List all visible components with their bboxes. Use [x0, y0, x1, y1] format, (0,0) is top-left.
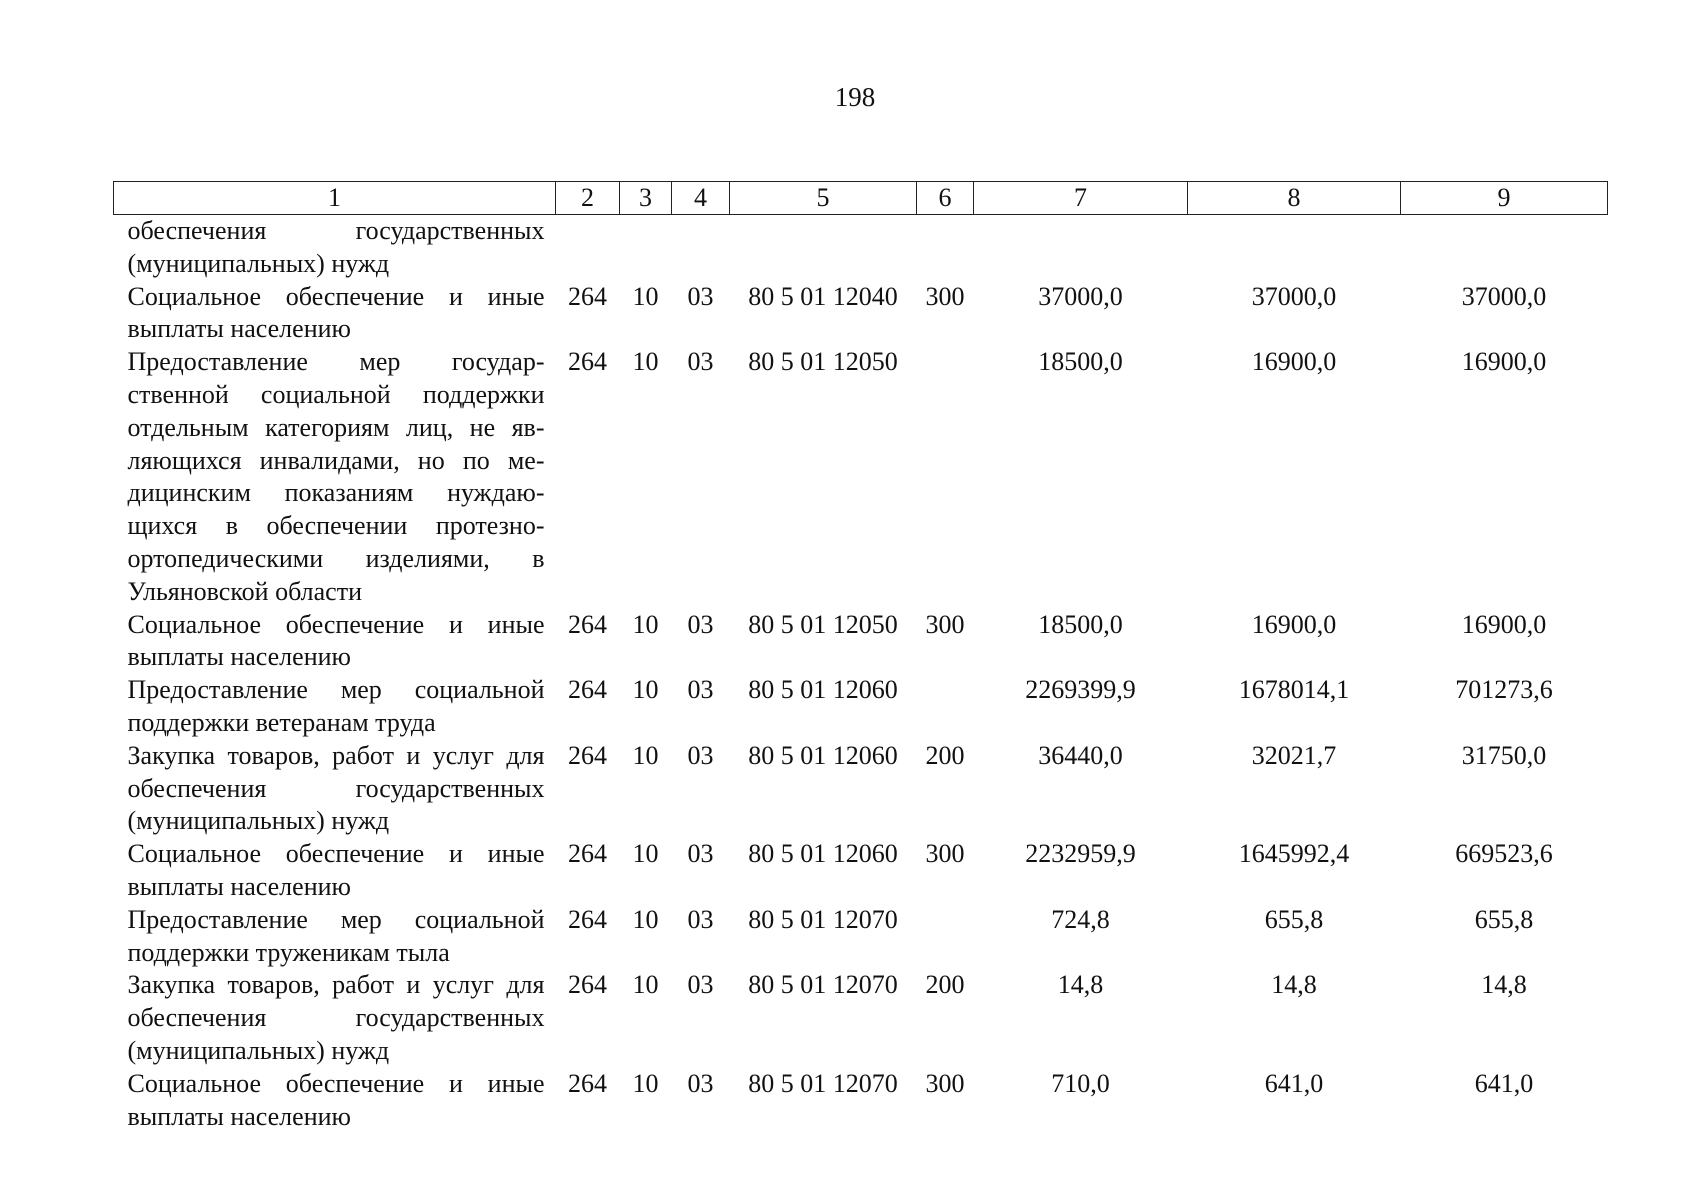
- row-name: Закупка товаров, работ и услуг для обеспечения государственных (муниципальных) нужд: [127, 740, 545, 836]
- row-col-7: 2269399,9: [1025, 675, 1136, 705]
- row-col-9: 16900,0: [1461, 347, 1547, 377]
- row-col-3: 10: [632, 609, 659, 639]
- table-row: [114, 674, 1608, 740]
- row-col-6: [917, 346, 974, 608]
- row-name: Предоставление мер социальной поддержки ветеранам труда: [127, 675, 545, 737]
- row-col-8: 16900,0: [1251, 609, 1337, 639]
- row-col-8: 16900,0: [1251, 347, 1337, 377]
- row-name: Социальное обеспечение и иные выплаты населению: [127, 281, 545, 344]
- table-row: [114, 281, 1608, 347]
- row-col-5: 80 5 01 12050: [748, 609, 898, 639]
- row-col-3: 10: [632, 675, 659, 705]
- row-col-2: 264: [568, 281, 607, 311]
- header-col-8: 8: [1188, 182, 1401, 215]
- table-row: [114, 838, 1608, 904]
- table-row: [114, 740, 1608, 838]
- row-col-4: 03: [687, 839, 714, 869]
- row-col-4: [672, 215, 730, 281]
- row-col-9: 16900,0: [1461, 609, 1547, 639]
- row-col-7: 710,0: [1051, 1068, 1110, 1098]
- row-name: Предоставление мер государственной социальной поддержки отдельным категориям лиц, не являющихся инвалидами, но по медицинским показаниям нуждающихся в обеспечении протезно-ортопедическими изделиями, в Ульяновской области: [127, 347, 545, 606]
- table-body: [114, 215, 1608, 1134]
- header-col-5: 5: [730, 182, 917, 215]
- row-col-2: 264: [568, 740, 607, 770]
- row-col-2: 264: [568, 970, 607, 1000]
- row-col-2: 264: [568, 839, 607, 869]
- row-col-4: 03: [687, 740, 714, 770]
- header-col-2: 2: [556, 182, 620, 215]
- row-col-5: 80 5 01 12060: [748, 675, 898, 705]
- row-name: Предоставление мер социальной поддержки труженикам тыла: [127, 904, 545, 967]
- header-col-1: 1: [114, 182, 556, 215]
- row-col-7: [974, 215, 1188, 281]
- row-col-7: 36440,0: [1038, 740, 1123, 770]
- row-col-2: 264: [568, 347, 607, 377]
- row-col-8: [1188, 215, 1401, 281]
- header-row: [114, 182, 1608, 215]
- row-col-5: 80 5 01 12070: [748, 1068, 898, 1098]
- row-name: Социальное обеспечение и иные выплаты населению: [127, 1068, 545, 1131]
- row-col-8: 655,8: [1264, 904, 1324, 934]
- table-row: [114, 609, 1608, 675]
- header-col-4: 4: [672, 182, 730, 215]
- table-row: [114, 904, 1608, 970]
- row-col-9: 37000,0: [1461, 281, 1547, 311]
- row-col-8: 1678014,1: [1238, 675, 1350, 705]
- row-col-2: 264: [568, 904, 607, 934]
- row-col-7: 724,8: [1051, 904, 1110, 934]
- row-col-8: 14,8: [1271, 970, 1317, 1000]
- row-col-3: 10: [632, 970, 659, 1000]
- row-col-6: [917, 904, 974, 970]
- row-col-3: 10: [632, 839, 659, 869]
- row-col-8: 32021,7: [1251, 740, 1337, 770]
- row-col-3: [620, 215, 672, 281]
- row-col-6: 200: [925, 970, 965, 1000]
- row-col-2: [556, 215, 620, 281]
- header-col-3: 3: [620, 182, 672, 215]
- row-name: Закупка товаров, работ и услуг для обеспечения государственных (муниципальных) нужд: [127, 970, 545, 1065]
- row-col-5: 80 5 01 12040: [748, 281, 898, 311]
- page-number: 198: [834, 82, 876, 112]
- row-col-4: 03: [687, 970, 714, 1000]
- header-col-6: 6: [917, 182, 974, 215]
- row-col-8: 37000,0: [1251, 281, 1337, 311]
- row-col-3: 10: [632, 740, 659, 770]
- row-col-4: 03: [687, 675, 714, 705]
- row-col-7: 18500,0: [1038, 609, 1123, 639]
- budget-table: [113, 181, 1608, 1133]
- row-col-4: 03: [687, 609, 714, 639]
- row-col-9: 31750,0: [1461, 740, 1547, 770]
- row-col-6: 300: [925, 1068, 965, 1098]
- row-col-4: 03: [687, 904, 714, 934]
- row-col-4: 03: [687, 347, 714, 377]
- row-col-3: 10: [632, 347, 659, 377]
- row-col-9: 655,8: [1474, 904, 1534, 934]
- row-name: Социальное обеспечение и иные выплаты населению: [127, 609, 545, 672]
- table-row: [114, 215, 1608, 281]
- row-col-3: 10: [632, 904, 659, 934]
- row-col-4: 03: [687, 1068, 714, 1098]
- row-col-6: [917, 215, 974, 281]
- row-col-7: 14,8: [1057, 970, 1104, 1000]
- row-col-4: 03: [687, 281, 714, 311]
- table-row: [114, 969, 1608, 1067]
- row-name: Социальное обеспечение и иные выплаты населению: [127, 839, 545, 901]
- row-col-9: 641,0: [1474, 1068, 1534, 1098]
- row-col-8: 641,0: [1264, 1068, 1324, 1098]
- row-col-5: 80 5 01 12060: [748, 839, 898, 869]
- row-col-7: 18500,0: [1038, 347, 1123, 377]
- row-col-6: 300: [925, 609, 965, 639]
- row-col-5: [730, 215, 917, 281]
- table-header: [114, 182, 1608, 215]
- table-row: [114, 1068, 1608, 1134]
- row-col-5: 80 5 01 12060: [748, 740, 898, 770]
- header-col-7: 7: [974, 182, 1188, 215]
- row-col-9: 14,8: [1481, 970, 1527, 1000]
- row-col-3: 10: [632, 1068, 659, 1098]
- row-col-6: 200: [925, 740, 965, 770]
- row-col-8: 1645992,4: [1238, 839, 1350, 869]
- row-col-2: 264: [568, 675, 607, 705]
- row-col-9: 701273,6: [1455, 675, 1553, 705]
- row-col-7: 2232959,9: [1025, 839, 1136, 869]
- row-col-9: [1401, 215, 1608, 281]
- row-col-5: 80 5 01 12070: [748, 904, 898, 934]
- row-col-6: 300: [925, 281, 965, 311]
- row-name: обеспечения государственных (муниципальных) нужд: [127, 216, 545, 278]
- table-row: [114, 346, 1608, 608]
- row-col-7: 37000,0: [1038, 281, 1123, 311]
- row-col-9: 669523,6: [1455, 839, 1553, 869]
- row-col-5: 80 5 01 12070: [748, 970, 898, 1000]
- row-col-5: 80 5 01 12050: [748, 347, 898, 377]
- row-col-6: [917, 674, 974, 740]
- row-col-2: 264: [568, 1068, 607, 1098]
- row-col-3: 10: [632, 281, 659, 311]
- row-col-2: 264: [568, 609, 607, 639]
- row-col-6: 300: [925, 839, 965, 869]
- header-col-9: 9: [1401, 182, 1608, 215]
